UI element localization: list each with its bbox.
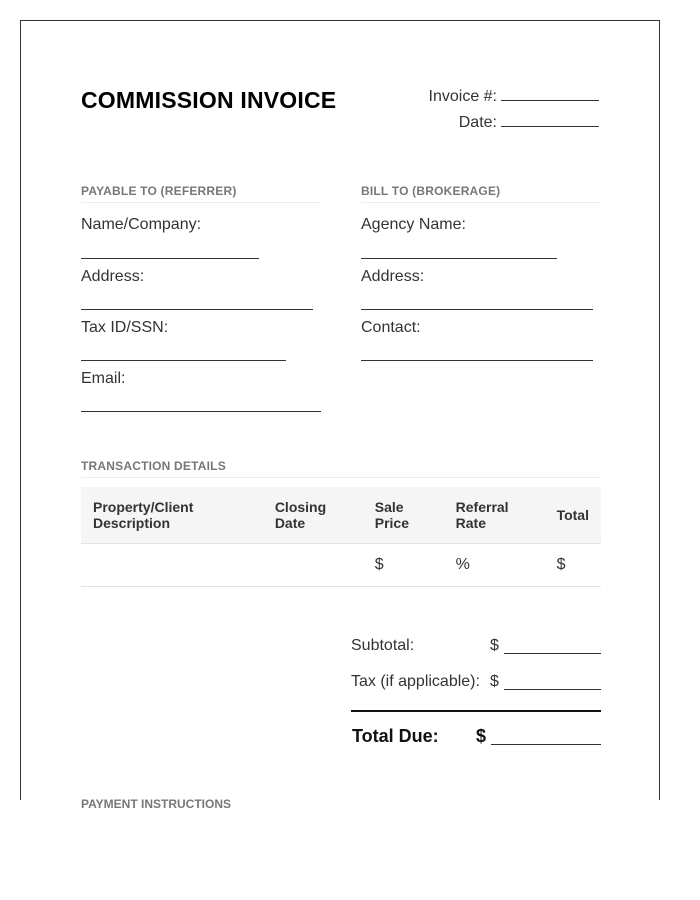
table-row [81, 544, 601, 587]
subtotal-field[interactable] [504, 653, 601, 654]
payable-to-heading: PAYABLE TO (REFERRER) [81, 184, 321, 203]
invoice-title: COMMISSION INVOICE [81, 87, 337, 113]
payable-address-label: Address: [81, 268, 145, 285]
transaction-header-row [81, 487, 601, 544]
bill-address-label: Address: [361, 268, 425, 285]
cell-sale-price[interactable]: $ [363, 544, 444, 587]
invoice-page [20, 20, 660, 811]
payable-address-field[interactable] [81, 309, 313, 310]
column-header-total: Total [545, 487, 601, 544]
total-due-label: Total Due: [352, 726, 439, 746]
payment-instructions-heading: PAYMENT INSTRUCTIONS [81, 797, 232, 811]
column-header-sale-price: Sale Price [363, 487, 444, 544]
column-header-description: Property/Client Description [81, 487, 263, 544]
tax-currency: $ [490, 673, 499, 690]
column-header-referral-rate: Referral Rate [444, 487, 545, 544]
column-header-closing-date: Closing Date [263, 487, 363, 544]
totals-divider [351, 710, 601, 712]
bill-contact-label: Contact: [361, 319, 421, 336]
payable-name-field[interactable] [81, 258, 259, 259]
total-due-field[interactable] [491, 744, 601, 745]
invoice-date-field[interactable] [501, 111, 599, 127]
bill-address-field[interactable] [361, 309, 593, 310]
invoice-number-label: Invoice #: [428, 88, 497, 105]
cell-referral-rate[interactable]: % [444, 544, 545, 587]
transaction-heading: TRANSACTION DETAILS [81, 459, 601, 478]
invoice-date-row [429, 111, 599, 137]
subtotal-currency: $ [490, 637, 499, 654]
subtotal-label: Subtotal: [351, 637, 415, 654]
tax-field[interactable] [504, 689, 601, 690]
payable-email-field[interactable] [81, 411, 321, 412]
payable-email-label: Email: [81, 370, 126, 387]
payable-taxid-label: Tax ID/SSN: [81, 319, 169, 336]
bill-agency-field[interactable] [361, 258, 557, 259]
cell-total[interactable]: $ [545, 544, 601, 587]
cell-description[interactable] [81, 544, 263, 587]
total-due-currency: $ [476, 726, 487, 746]
bill-contact-field[interactable] [361, 360, 593, 361]
bill-agency-label: Agency Name: [361, 216, 466, 233]
payable-name-label: Name/Company: [81, 216, 202, 233]
invoice-meta [429, 85, 599, 137]
invoice-number-field[interactable] [501, 85, 599, 101]
tax-label: Tax (if applicable): [351, 673, 480, 690]
invoice-date-label: Date: [458, 114, 497, 131]
cell-closing-date[interactable] [263, 544, 363, 587]
invoice-number-row [429, 85, 599, 111]
transaction-table [81, 487, 601, 587]
payable-taxid-field[interactable] [81, 360, 286, 361]
bill-to-heading: BILL TO (BROKERAGE) [361, 184, 601, 203]
